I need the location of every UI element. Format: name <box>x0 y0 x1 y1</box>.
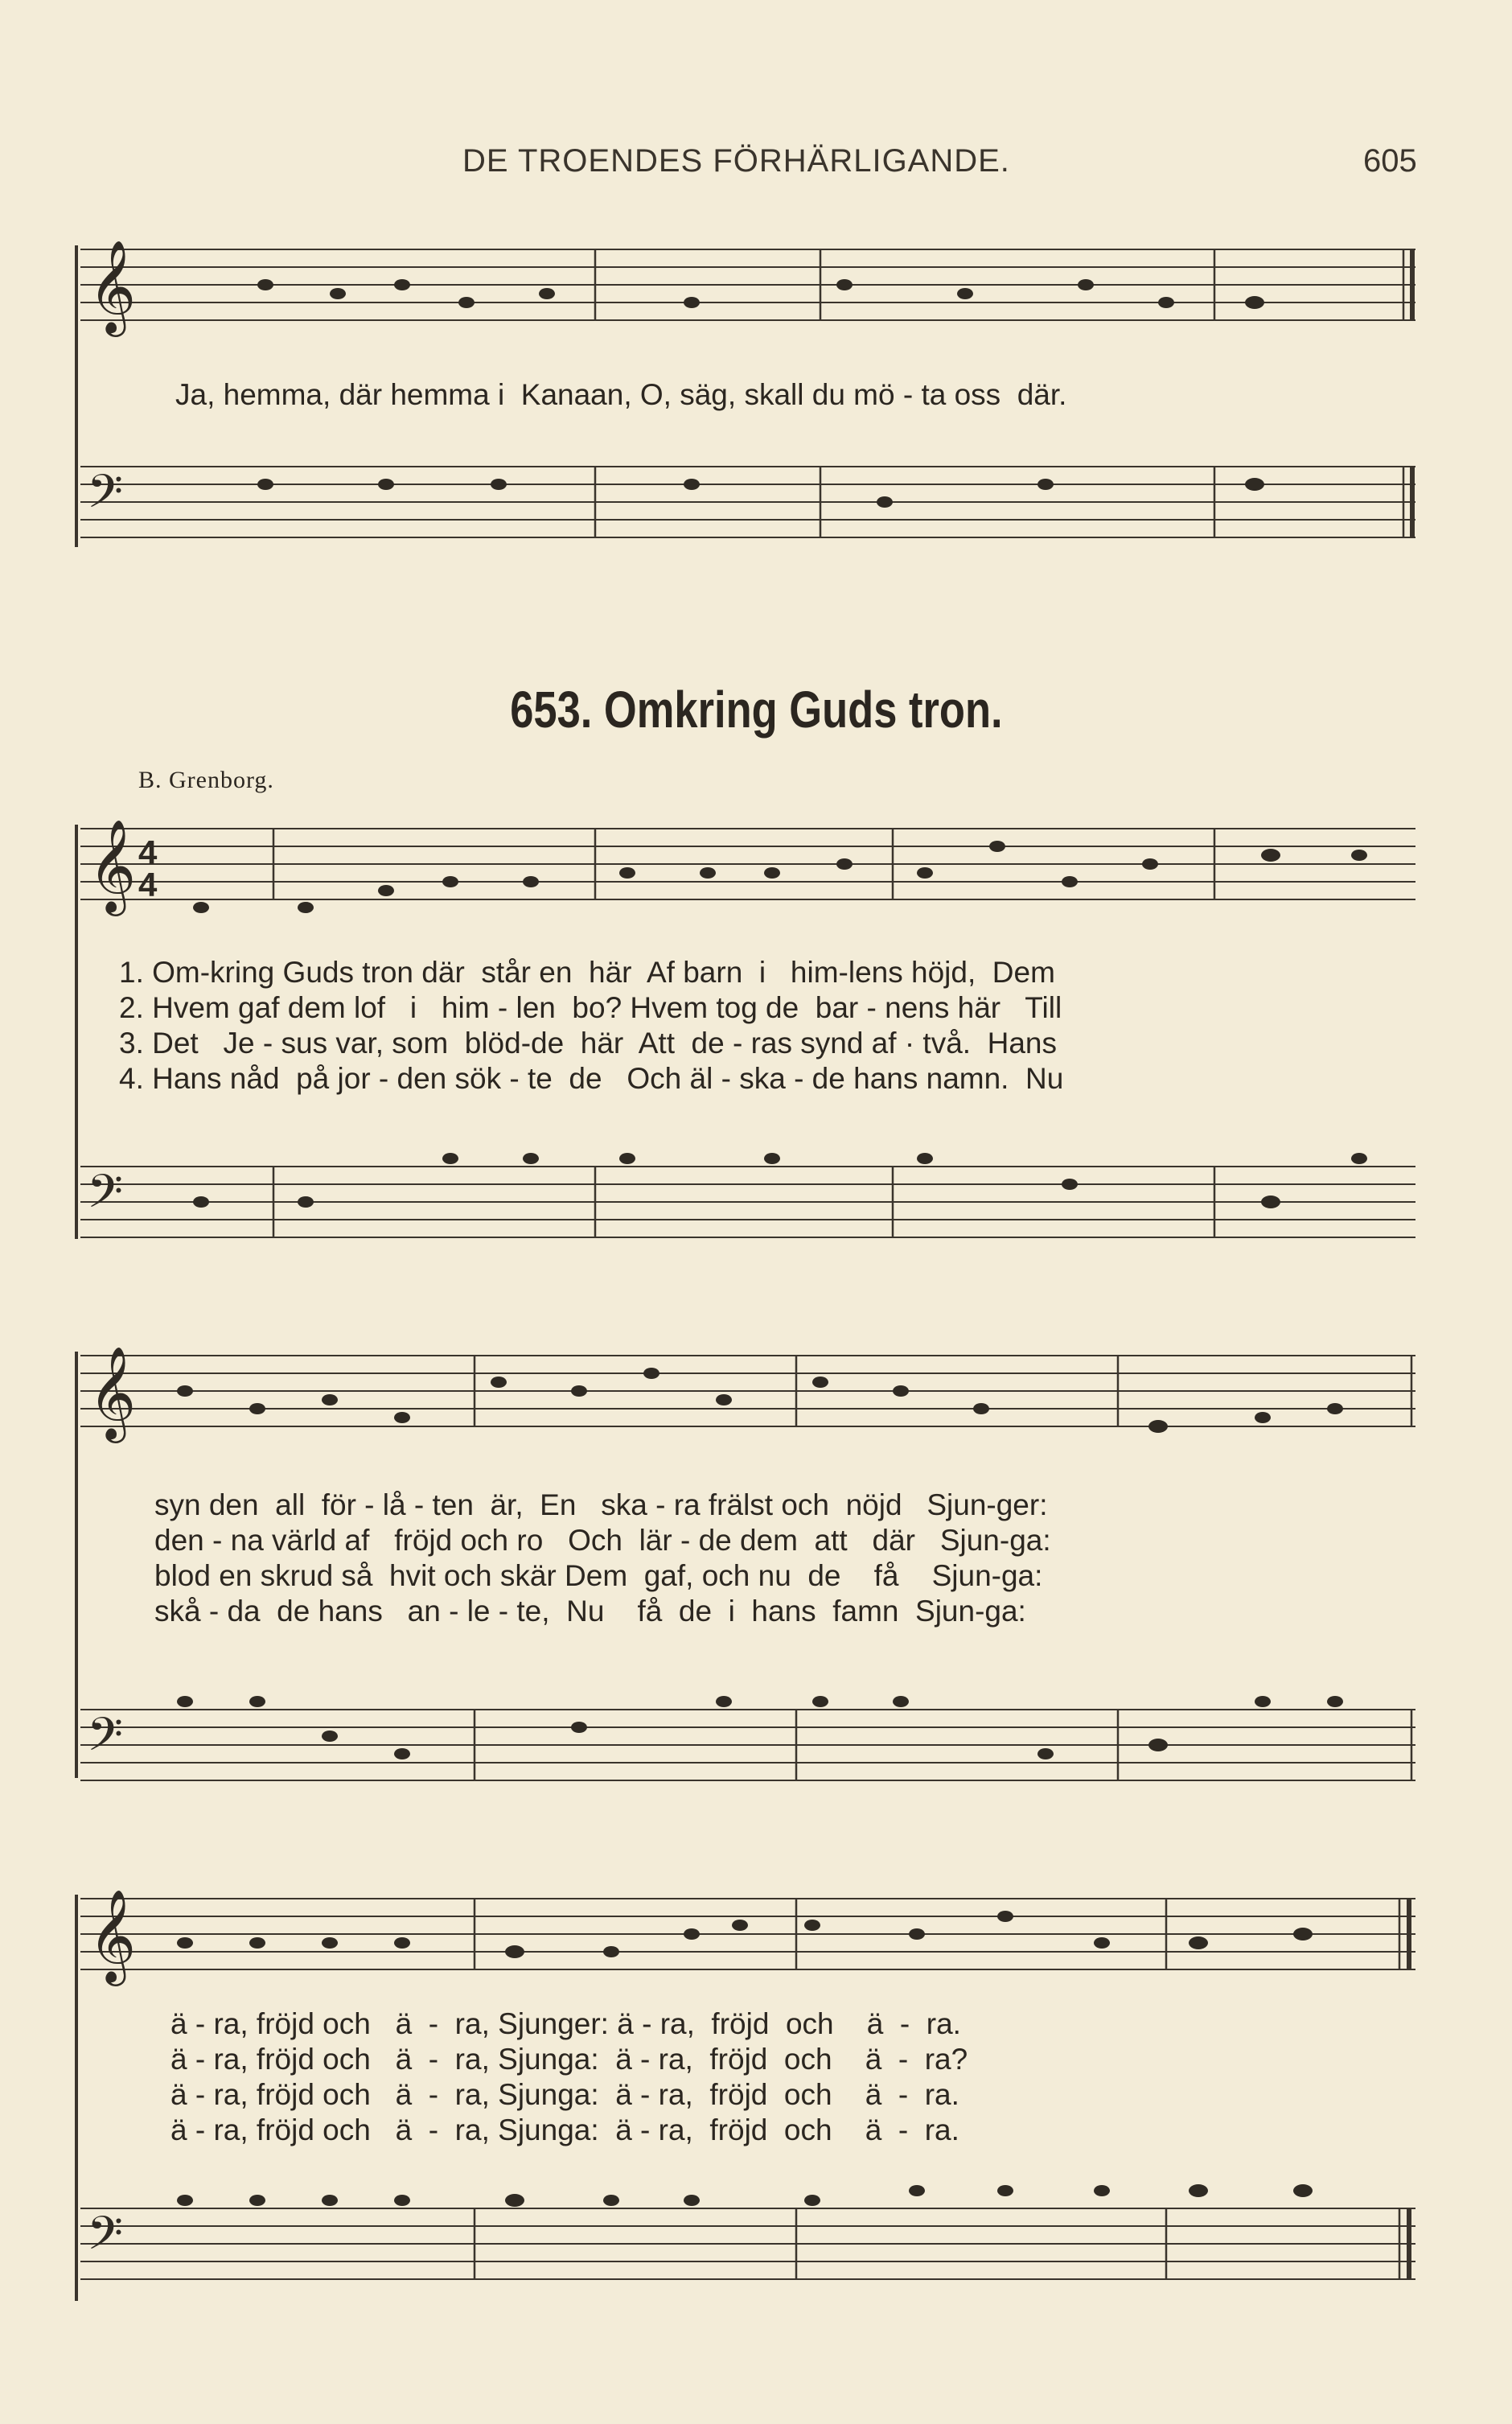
bass-clef-icon: 𝄢 <box>87 464 124 530</box>
notes <box>257 279 1264 309</box>
time-signature-top: 4 <box>138 833 158 871</box>
verse-line: 1. Om-kring Guds tron där står en här Af barn i him-lens höjd, Dem <box>119 956 1055 989</box>
bass-clef-icon: 𝄢 <box>87 2206 124 2272</box>
top-system-lyrics: Ja, hemma, där hemma i Kanaan, O, säg, skall du mö - ta oss där. <box>175 378 1067 411</box>
treble-clef-icon: 𝄞 <box>88 1345 137 1439</box>
verse-line: ä - ra, fröjd och ä - ra, Sjunga: ä - ra, fröjd och ä - ra? <box>171 2043 968 2076</box>
page-header <box>0 143 1512 191</box>
page-number: 605 <box>1363 143 1417 179</box>
staff-lines <box>80 1899 1415 1969</box>
verse-line: ä - ra, fröjd och ä - ra, Sjunga: ä - ra, fröjd och ä - ra. <box>171 2113 959 2146</box>
notes <box>177 1368 1343 1433</box>
treble-clef-icon: 𝄞 <box>88 1888 137 1982</box>
bass-clef-icon: 𝄢 <box>87 1707 124 1773</box>
staff-lines <box>80 1356 1415 1426</box>
staff-lines <box>80 2208 1415 2279</box>
notes <box>193 1153 1367 1208</box>
verse-line: syn den all för - lå - ten är, En ska - ra frälst och nöjd Sjun-ger: <box>154 1488 1048 1521</box>
verse-line: 2. Hvem gaf dem lof i him - len bo? Hvem tog de bar - nens här Till <box>119 991 1062 1024</box>
system-1-treble-staff <box>0 813 1512 925</box>
verse-line: ä - ra, fröjd och ä - ra, Sjunga: ä - ra, fröjd och ä - ra. <box>171 2078 959 2111</box>
system-2-bass-staff <box>0 1694 1512 1806</box>
system-3-bass-staff <box>0 2192 1512 2305</box>
system-3-treble-staff <box>0 1883 1512 1995</box>
staff-lines <box>80 1710 1415 1780</box>
bass-clef-icon: 𝄢 <box>87 1164 124 1230</box>
top-treble-staff <box>0 233 1512 354</box>
verse-line: skå - da de hans an - le - te, Nu få de i hans famn Sjun-ga: <box>154 1595 1026 1628</box>
composer-credit: B. Grenborg. <box>138 767 274 793</box>
notes <box>177 2184 1313 2207</box>
hymn-title: 653. Omkring Guds tron. <box>509 681 1003 739</box>
notes <box>193 841 1367 913</box>
system-1-bass-staff <box>0 1150 1512 1263</box>
verse-line: 3. Det Je - sus var, som blöd-de här Att de - ras synd af · två. Hans <box>119 1027 1057 1060</box>
running-title: DE TROENDES FÖRHÄRLIGANDE. <box>462 143 1010 179</box>
verse-line: den - na värld af fröjd och ro Och lär - de dem att där Sjun-ga: <box>154 1524 1051 1557</box>
time-signature-bottom: 4 <box>138 866 158 903</box>
system-2-treble-staff <box>0 1340 1512 1452</box>
verse-line: ä - ra, fröjd och ä - ra, Sjunger: ä - ra, fröjd och ä - ra. <box>171 2007 961 2040</box>
treble-clef-icon: 𝄞 <box>88 239 137 333</box>
notes <box>257 478 1264 508</box>
verse-line: blod en skrud så hvit och skär Dem gaf, och nu de få Sjun-ga: <box>154 1559 1043 1592</box>
verse-line: 4. Hans nåd på jor - den sök - te de Och äl - ska - de hans namn. Nu <box>119 1062 1064 1095</box>
treble-clef-icon: 𝄞 <box>88 818 137 912</box>
top-bass-staff <box>0 451 1512 563</box>
